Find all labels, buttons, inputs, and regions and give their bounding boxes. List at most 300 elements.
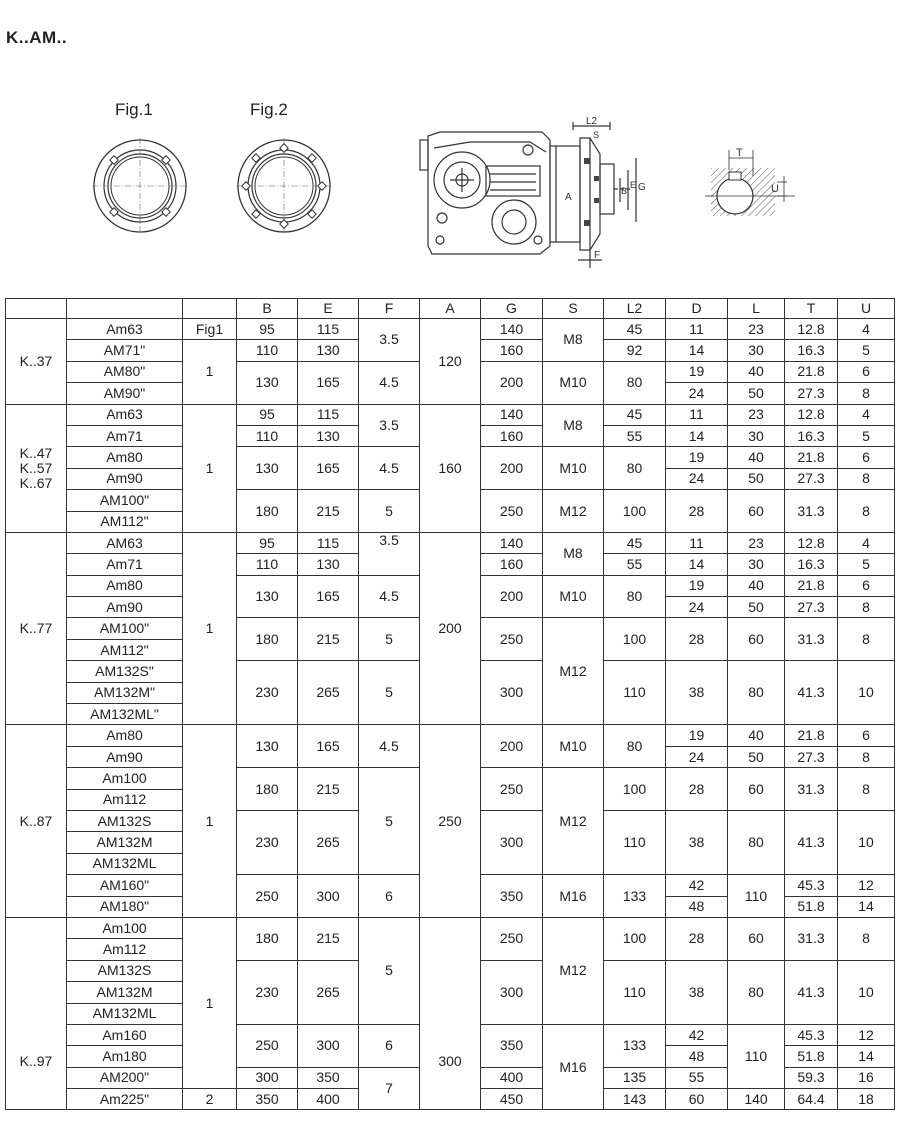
s-cell: M8 — [543, 532, 604, 575]
l2-cell: 80 — [604, 575, 666, 618]
b-cell: 95 — [237, 404, 298, 425]
l2-cell: 45 — [604, 532, 666, 553]
motor-cell: AM71" — [67, 340, 183, 361]
fig-cell: 1 — [183, 725, 237, 918]
u-cell: 4 — [838, 532, 895, 553]
l2-cell: 45 — [604, 319, 666, 340]
l-cell: 40 — [728, 447, 785, 468]
b-cell: 180 — [237, 917, 298, 960]
fig-cell: 1 — [183, 917, 237, 1088]
fig2-label: Fig.2 — [250, 100, 288, 119]
t-cell: 41.3 — [785, 810, 838, 874]
l2-cell: 45 — [604, 404, 666, 425]
g-cell: 250 — [481, 768, 543, 811]
page-title: K..AM.. — [6, 28, 68, 47]
b-cell: 130 — [237, 447, 298, 490]
d-cell: 28 — [666, 917, 728, 960]
b-cell: 350 — [237, 1089, 298, 1110]
l2-cell: 133 — [604, 875, 666, 918]
b-cell: 110 — [237, 425, 298, 446]
g-cell: 300 — [481, 960, 543, 1024]
s-cell: M10 — [543, 361, 604, 404]
d-cell: 19 — [666, 575, 728, 596]
l-cell: 60 — [728, 490, 785, 533]
b-cell: 180 — [237, 768, 298, 811]
u-cell: 6 — [838, 361, 895, 382]
d-cell: 38 — [666, 810, 728, 874]
l-cell: 60 — [728, 618, 785, 661]
e-cell: 130 — [298, 340, 359, 361]
u-cell: 14 — [838, 896, 895, 917]
motor-cell: Am63 — [67, 319, 183, 340]
b-cell: 230 — [237, 810, 298, 874]
motor-cell: AM132M" — [67, 682, 183, 703]
l-cell: 30 — [728, 425, 785, 446]
l2-cell: 55 — [604, 425, 666, 446]
g-cell: 400 — [481, 1067, 543, 1088]
l-cell: 23 — [728, 404, 785, 425]
d-cell: 14 — [666, 554, 728, 575]
f-cell: 4.5 — [359, 575, 420, 618]
t-cell: 41.3 — [785, 661, 838, 725]
motor-cell: Am180 — [67, 1046, 183, 1067]
f-cell: 6 — [359, 875, 420, 918]
s-cell: M16 — [543, 875, 604, 918]
motor-cell: Am225" — [67, 1089, 183, 1110]
s-cell: M8 — [543, 319, 604, 362]
t-cell: 51.8 — [785, 896, 838, 917]
motor-cell: Am90 — [67, 468, 183, 489]
e-cell: 115 — [298, 532, 359, 553]
motor-cell: Am112 — [67, 939, 183, 960]
g-cell: 200 — [481, 725, 543, 768]
header-row — [6, 299, 895, 319]
d-cell: 24 — [666, 746, 728, 767]
motor-cell: Am100 — [67, 768, 183, 789]
label-u: U — [771, 183, 779, 195]
l-cell: 80 — [728, 960, 785, 1024]
f-cell: 5 — [359, 618, 420, 661]
e-cell: 115 — [298, 404, 359, 425]
label-g: G — [638, 182, 646, 193]
header-cell: L2 — [604, 299, 666, 319]
g-cell: 140 — [481, 319, 543, 340]
motor-cell: AM132ML" — [67, 704, 183, 725]
g-cell: 450 — [481, 1089, 543, 1110]
motor-cell: AM132S — [67, 960, 183, 981]
e-cell: 130 — [298, 425, 359, 446]
e-cell: 115 — [298, 319, 359, 340]
motor-cell: Am90 — [67, 746, 183, 767]
e-cell: 265 — [298, 810, 359, 874]
u-cell: 10 — [838, 810, 895, 874]
e-cell: 165 — [298, 447, 359, 490]
d-cell: 24 — [666, 383, 728, 404]
t-cell: 64.4 — [785, 1089, 838, 1110]
motor-cell: AM132S — [67, 810, 183, 831]
motor-cell: AM180" — [67, 896, 183, 917]
u-cell: 16 — [838, 1067, 895, 1088]
t-cell: 31.3 — [785, 490, 838, 533]
l-cell: 30 — [728, 554, 785, 575]
motor-cell: Am71 — [67, 554, 183, 575]
u-cell: 8 — [838, 768, 895, 811]
l2-cell: 143 — [604, 1089, 666, 1110]
table-row — [6, 404, 895, 425]
table-row — [6, 532, 895, 553]
motor-cell: AM112" — [67, 511, 183, 532]
s-cell: M12 — [543, 917, 604, 1024]
s-cell: M10 — [543, 725, 604, 768]
motor-cell: AM63 — [67, 532, 183, 553]
d-cell: 48 — [666, 1046, 728, 1067]
l-cell: 60 — [728, 917, 785, 960]
g-cell: 350 — [481, 1024, 543, 1067]
t-cell: 16.3 — [785, 554, 838, 575]
b-cell: 110 — [237, 340, 298, 361]
g-cell: 250 — [481, 490, 543, 533]
l-cell: 40 — [728, 725, 785, 746]
u-cell: 8 — [838, 597, 895, 618]
header-cell: U — [838, 299, 895, 319]
t-cell: 45.3 — [785, 875, 838, 896]
label-a: A — [565, 192, 572, 203]
t-cell: 12.8 — [785, 404, 838, 425]
l2-cell: 80 — [604, 725, 666, 768]
g-cell: 160 — [481, 425, 543, 446]
gearbox-side-view-drawing — [410, 118, 650, 268]
l-cell: 80 — [728, 661, 785, 725]
u-cell: 8 — [838, 746, 895, 767]
header-cell: D — [666, 299, 728, 319]
label-l2: L2 — [586, 116, 598, 127]
e-cell: 165 — [298, 725, 359, 768]
d-cell: 24 — [666, 468, 728, 489]
l2-cell: 80 — [604, 361, 666, 404]
u-cell: 5 — [838, 340, 895, 361]
f-cell: 4.5 — [359, 447, 420, 490]
l2-cell: 100 — [604, 490, 666, 533]
d-cell: 28 — [666, 768, 728, 811]
series-cell: K..77 — [6, 532, 67, 725]
t-cell: 41.3 — [785, 960, 838, 1024]
d-cell: 14 — [666, 340, 728, 361]
b-cell: 180 — [237, 618, 298, 661]
t-cell: 21.8 — [785, 725, 838, 746]
u-cell: 5 — [838, 425, 895, 446]
d-cell: 38 — [666, 661, 728, 725]
l-cell: 60 — [728, 768, 785, 811]
t-cell: 27.3 — [785, 597, 838, 618]
motor-cell: AM132S" — [67, 661, 183, 682]
motor-cell: AM90" — [67, 383, 183, 404]
t-cell: 27.3 — [785, 468, 838, 489]
u-cell: 8 — [838, 917, 895, 960]
label-e: E — [630, 180, 637, 190]
label-t: T — [736, 147, 743, 159]
series-cell: K..97 — [6, 917, 67, 1110]
f-cell: 5 — [359, 768, 420, 875]
t-cell: 21.8 — [785, 575, 838, 596]
e-cell: 165 — [298, 361, 359, 404]
l-cell: 50 — [728, 597, 785, 618]
d-cell: 38 — [666, 960, 728, 1024]
f-cell: 5 — [359, 917, 420, 1024]
t-cell: 21.8 — [785, 447, 838, 468]
g-cell: 200 — [481, 575, 543, 618]
s-cell: M8 — [543, 404, 604, 447]
fig2-flange-drawing — [236, 138, 332, 234]
motor-cell: AM100" — [67, 490, 183, 511]
s-cell: M12 — [543, 768, 604, 875]
t-cell: 12.8 — [785, 319, 838, 340]
header-cell: E — [298, 299, 359, 319]
t-cell: 31.3 — [785, 618, 838, 661]
b-cell: 250 — [237, 1024, 298, 1067]
g-cell: 300 — [481, 661, 543, 725]
l2-cell: 110 — [604, 810, 666, 874]
b-cell: 230 — [237, 960, 298, 1024]
fig1-label: Fig.1 — [115, 100, 153, 119]
f-cell: 4.5 — [359, 725, 420, 768]
l-cell: 50 — [728, 746, 785, 767]
header-cell: B — [237, 299, 298, 319]
l2-cell: 100 — [604, 917, 666, 960]
t-cell: 59.3 — [785, 1067, 838, 1088]
motor-cell: Am112 — [67, 789, 183, 810]
motor-cell: Am90 — [67, 597, 183, 618]
l2-cell: 55 — [604, 554, 666, 575]
t-cell: 51.8 — [785, 1046, 838, 1067]
header-cell — [67, 299, 183, 319]
f-cell: 4.5 — [359, 361, 420, 404]
t-cell: 27.3 — [785, 383, 838, 404]
l-cell: 140 — [728, 1089, 785, 1110]
t-cell: 31.3 — [785, 768, 838, 811]
e-cell: 130 — [298, 554, 359, 575]
g-cell: 160 — [481, 554, 543, 575]
header-cell: F — [359, 299, 420, 319]
e-cell: 165 — [298, 575, 359, 618]
motor-cell: AM160" — [67, 875, 183, 896]
u-cell: 4 — [838, 319, 895, 340]
u-cell: 8 — [838, 618, 895, 661]
l-cell: 23 — [728, 319, 785, 340]
d-cell: 42 — [666, 875, 728, 896]
d-cell: 48 — [666, 896, 728, 917]
fig-cell: 1 — [183, 532, 237, 725]
u-cell: 6 — [838, 447, 895, 468]
s-cell: M16 — [543, 1024, 604, 1110]
dimension-table — [5, 298, 895, 1110]
b-cell: 180 — [237, 490, 298, 533]
e-cell: 265 — [298, 960, 359, 1024]
b-cell: 95 — [237, 532, 298, 553]
b-cell: 250 — [237, 875, 298, 918]
l-cell: 110 — [728, 1024, 785, 1088]
table-row — [6, 917, 895, 938]
b-cell: 230 — [237, 661, 298, 725]
s-cell: M12 — [543, 490, 604, 533]
a-cell: 200 — [420, 532, 481, 725]
l-cell: 40 — [728, 575, 785, 596]
d-cell: 24 — [666, 597, 728, 618]
motor-cell: AM200" — [67, 1067, 183, 1088]
g-cell: 350 — [481, 875, 543, 918]
f-cell: 3.5 — [359, 532, 420, 575]
g-cell: 140 — [481, 532, 543, 553]
u-cell: 6 — [838, 725, 895, 746]
series-cell: K..87 — [6, 725, 67, 918]
f-cell: 5 — [359, 490, 420, 533]
b-cell: 130 — [237, 361, 298, 404]
d-cell: 14 — [666, 425, 728, 446]
l2-cell: 100 — [604, 768, 666, 811]
l2-cell: 80 — [604, 447, 666, 490]
e-cell: 265 — [298, 661, 359, 725]
f-cell: 5 — [359, 661, 420, 725]
table-row — [6, 319, 895, 340]
d-cell: 55 — [666, 1067, 728, 1088]
l2-cell: 92 — [604, 340, 666, 361]
t-cell: 27.3 — [785, 746, 838, 767]
fig-cell: 2 — [183, 1089, 237, 1110]
l2-cell: 135 — [604, 1067, 666, 1088]
motor-cell: AM112" — [67, 639, 183, 660]
e-cell: 300 — [298, 1024, 359, 1067]
e-cell: 350 — [298, 1067, 359, 1088]
a-cell: 160 — [420, 404, 481, 532]
s-cell: M12 — [543, 618, 604, 725]
series-cell: K..47 K..57 K..67 — [6, 404, 67, 532]
series-cell: K..37 — [6, 319, 67, 405]
g-cell: 250 — [481, 618, 543, 661]
u-cell: 12 — [838, 875, 895, 896]
f-cell: 6 — [359, 1024, 420, 1067]
motor-cell: AM132ML — [67, 1003, 183, 1024]
fig1-flange-drawing — [92, 138, 188, 234]
header-cell: A — [420, 299, 481, 319]
s-cell: M10 — [543, 447, 604, 490]
d-cell: 60 — [666, 1089, 728, 1110]
label-b: B — [621, 186, 628, 196]
motor-cell: Am100 — [67, 917, 183, 938]
motor-cell: AM132ML — [67, 853, 183, 874]
g-cell: 200 — [481, 447, 543, 490]
t-cell: 21.8 — [785, 361, 838, 382]
f-cell: 7 — [359, 1067, 420, 1110]
l2-cell: 110 — [604, 960, 666, 1024]
b-cell: 130 — [237, 575, 298, 618]
t-cell: 16.3 — [785, 340, 838, 361]
d-cell: 19 — [666, 447, 728, 468]
t-cell: 31.3 — [785, 917, 838, 960]
table-row — [6, 725, 895, 746]
d-cell: 28 — [666, 618, 728, 661]
e-cell: 215 — [298, 490, 359, 533]
e-cell: 215 — [298, 618, 359, 661]
u-cell: 6 — [838, 575, 895, 596]
d-cell: 19 — [666, 725, 728, 746]
l-cell: 23 — [728, 532, 785, 553]
a-cell: 250 — [420, 725, 481, 918]
u-cell: 14 — [838, 1046, 895, 1067]
t-cell: 12.8 — [785, 532, 838, 553]
u-cell: 4 — [838, 404, 895, 425]
motor-cell: Am80 — [67, 447, 183, 468]
motor-cell: AM132M — [67, 982, 183, 1003]
b-cell: 95 — [237, 319, 298, 340]
l-cell: 50 — [728, 383, 785, 404]
header-cell: L — [728, 299, 785, 319]
l-cell: 80 — [728, 810, 785, 874]
b-cell: 130 — [237, 725, 298, 768]
u-cell: 12 — [838, 1024, 895, 1045]
f-cell: 3.5 — [359, 319, 420, 362]
d-cell: 11 — [666, 319, 728, 340]
d-cell: 11 — [666, 404, 728, 425]
motor-cell: AM80" — [67, 361, 183, 382]
l-cell: 50 — [728, 468, 785, 489]
g-cell: 200 — [481, 361, 543, 404]
motor-cell: Am71 — [67, 425, 183, 446]
e-cell: 300 — [298, 875, 359, 918]
header-cell: G — [481, 299, 543, 319]
a-cell: 300 — [420, 917, 481, 1110]
motor-cell: AM132M — [67, 832, 183, 853]
l-cell: 30 — [728, 340, 785, 361]
header-cell: T — [785, 299, 838, 319]
e-cell: 215 — [298, 917, 359, 960]
keyway-section-drawing — [705, 146, 800, 236]
l-cell: 40 — [728, 361, 785, 382]
t-cell: 16.3 — [785, 425, 838, 446]
f-cell: 3.5 — [359, 404, 420, 447]
u-cell: 10 — [838, 661, 895, 725]
g-cell: 300 — [481, 810, 543, 874]
header-cell — [6, 299, 67, 319]
d-cell: 19 — [666, 361, 728, 382]
g-cell: 140 — [481, 404, 543, 425]
motor-cell: AM100" — [67, 618, 183, 639]
b-cell: 110 — [237, 554, 298, 575]
fig-cell: 1 — [183, 340, 237, 404]
l-cell: 110 — [728, 875, 785, 918]
t-cell: 45.3 — [785, 1024, 838, 1045]
u-cell: 8 — [838, 468, 895, 489]
l2-cell: 110 — [604, 661, 666, 725]
fig-cell: Fig1 — [183, 319, 237, 340]
motor-cell: Am80 — [67, 725, 183, 746]
fig-cell: 1 — [183, 404, 237, 532]
b-cell: 300 — [237, 1067, 298, 1088]
motor-cell: Am63 — [67, 404, 183, 425]
u-cell: 10 — [838, 960, 895, 1024]
g-cell: 250 — [481, 917, 543, 960]
u-cell: 18 — [838, 1089, 895, 1110]
d-cell: 28 — [666, 490, 728, 533]
motor-cell: Am80 — [67, 575, 183, 596]
e-cell: 215 — [298, 768, 359, 811]
label-f: F — [594, 250, 601, 261]
header-cell: S — [543, 299, 604, 319]
e-cell: 400 — [298, 1089, 359, 1110]
label-s: S — [593, 130, 600, 140]
a-cell: 120 — [420, 319, 481, 405]
motor-cell: Am160 — [67, 1024, 183, 1045]
u-cell: 8 — [838, 490, 895, 533]
d-cell: 42 — [666, 1024, 728, 1045]
